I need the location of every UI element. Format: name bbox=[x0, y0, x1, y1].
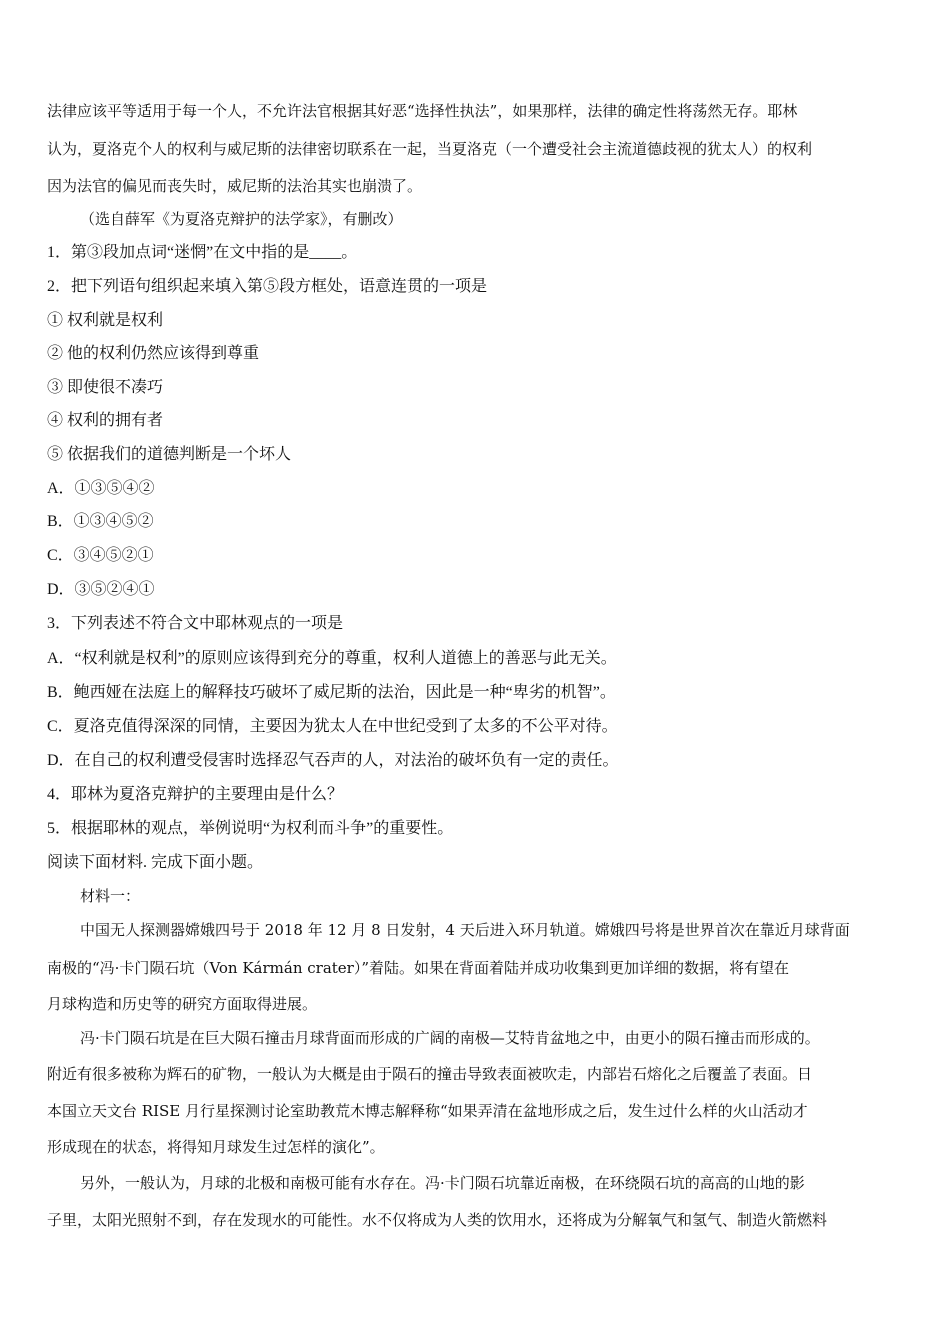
question-2-item: ② 他的权利仍然应该得到尊重 bbox=[47, 345, 260, 362]
question-3-option-a: A．“权利就是权利”的原则应该得到充分的尊重，权利人道德上的善恶与此无关。 bbox=[47, 650, 617, 667]
passage-line: 法律应该平等适用于每一个人，不允许法官根据其好恶“选择性执法”，如果那样，法律的确定性将荡然无存。耶林 bbox=[47, 102, 798, 120]
material-label: 材料一： bbox=[80, 887, 141, 905]
paragraph-line: 另外，一般认为，月球的北极和南极可能有水存在。冯·卡门陨石坑靠近南极，在环绕陨石坑的高高的山地的影 bbox=[80, 1174, 805, 1192]
paragraph-line: 中国无人探测器嫦娥四号于 2018 年 12 月 8 日发射，4 天后进入环月轨道。嫦娥四号将是世界首次在靠近月球背面 bbox=[80, 921, 850, 939]
question-2-stem: 2．把下列语句组织起来填入第⑤段方框处，语意连贯的一项是 bbox=[47, 278, 488, 295]
question-3-option-b: B．鲍西娅在法庭上的解释技巧破坏了威尼斯的法治，因此是一种“卑劣的机智”。 bbox=[47, 684, 616, 701]
question-2-item: ⑤ 依据我们的道德判断是一个坏人 bbox=[47, 446, 292, 463]
question-2-item: ① 权利就是权利 bbox=[47, 312, 164, 329]
paragraph-line: 月球构造和历史等的研究方面取得进展。 bbox=[47, 995, 318, 1013]
paragraph-line: 附近有很多被称为辉石的矿物，一般认为大概是由于陨石的撞击导致表面被吹走，内部岩石熔化之后覆盖了表面。日 bbox=[47, 1065, 813, 1083]
question-2-item: ④ 权利的拥有者 bbox=[47, 412, 164, 429]
passage-line: 因为法官的偏见而丧失时，威尼斯的法治其实也崩溃了。 bbox=[47, 177, 423, 195]
paragraph-line: 冯·卡门陨石坑是在巨大陨石撞击月球背面而形成的广阔的南极—艾特肯盆地之中，由更小的陨石撞击而形成的。 bbox=[80, 1029, 820, 1047]
source-citation: （选自薛军《为夏洛克辩护的法学家》，有删改） bbox=[80, 210, 403, 228]
paragraph-line: 子里，太阳光照射不到，存在发现水的可能性。水不仅将成为人类的饮用水，还将成为分解氧气和氢气、制造火箭燃料 bbox=[47, 1211, 828, 1229]
question-5: 5．根据耶林的观点，举例说明“为权利而斗争”的重要性。 bbox=[47, 820, 454, 837]
question-4: 4．耶林为夏洛克辩护的主要理由是什么？ bbox=[47, 786, 344, 803]
question-3-option-d: D．在自己的权利遭受侵害时选择忍气吞声的人，对法治的破坏负有一定的责任。 bbox=[47, 752, 619, 769]
question-3-option-c: C．夏洛克值得深深的同情，主要因为犹太人在中世纪受到了太多的不公平对待。 bbox=[47, 718, 618, 735]
question-1: 1．第③段加点词“迷惘”在文中指的是____。 bbox=[47, 244, 358, 261]
question-2-option-b: B．①③④⑤② bbox=[47, 513, 154, 530]
question-2-item: ③ 即使很不凑巧 bbox=[47, 379, 164, 396]
question-2-option-a: A．①③⑤④② bbox=[47, 480, 155, 497]
reading-instruction: 阅读下面材料. 完成下面小题。 bbox=[47, 854, 264, 871]
paragraph-line: 南极的“冯·卡门陨石坑（Von Kármán crater）”着陆。如果在背面着陆并成功收集到更加详细的数据，将有望在 bbox=[47, 959, 790, 977]
question-3-stem: 3．下列表述不符合文中耶林观点的一项是 bbox=[47, 615, 344, 632]
passage-line: 认为，夏洛克个人的权利与威尼斯的法律密切联系在一起，当夏洛克（一个遭受社会主流道德歧视的犹太人）的权利 bbox=[47, 140, 813, 158]
paragraph-line: 本国立天文台 RISE 月行星探测讨论室助教荒木博志解释称“如果弄清在盆地形成之后，发生过什么样的火山活动才 bbox=[47, 1102, 808, 1120]
paragraph-line: 形成现在的状态，将得知月球发生过怎样的演化”。 bbox=[47, 1138, 385, 1156]
question-2-option-c: C．③④⑤②① bbox=[47, 547, 154, 564]
question-2-option-d: D．③⑤②④① bbox=[47, 581, 155, 598]
